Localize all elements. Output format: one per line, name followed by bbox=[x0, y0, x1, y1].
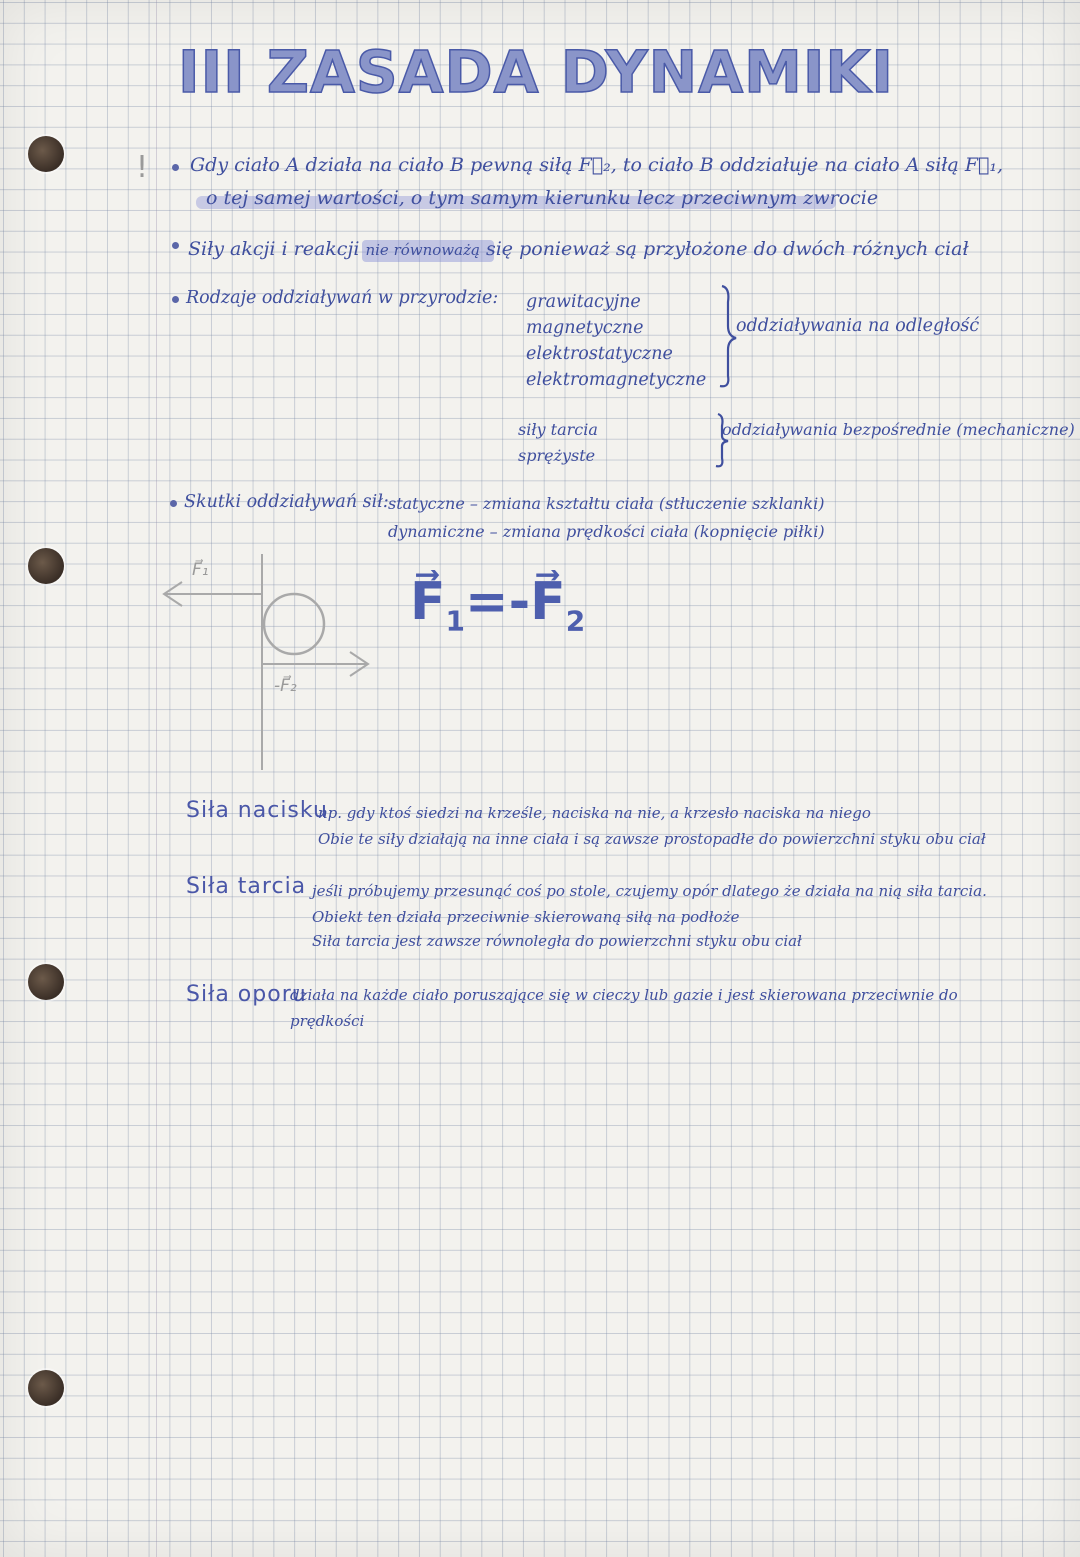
term-heading: Siła oporu bbox=[186, 982, 307, 1007]
force-diagram bbox=[150, 548, 390, 778]
diagram-label-f2: -F⃗₂ bbox=[274, 676, 297, 696]
interaction-item: magnetyczne bbox=[526, 318, 644, 338]
action-reaction-highlight: nie równoważą bbox=[365, 241, 480, 259]
formula-sub-1: 1 bbox=[445, 604, 466, 638]
formula-f1: F⃗ bbox=[410, 572, 446, 632]
effect-static: statyczne – zmiana kształtu ciała (stłuczenie szklanki) bbox=[388, 494, 825, 513]
interaction-item: elektrostatyczne bbox=[526, 344, 673, 364]
formula-equals: =- bbox=[465, 572, 531, 632]
punch-hole bbox=[28, 548, 64, 584]
contact-label: oddziaływania bezpośrednie (mechaniczne) bbox=[722, 420, 1075, 439]
formula-sub-2: 2 bbox=[565, 604, 586, 638]
punch-hole bbox=[28, 136, 64, 172]
action-reaction-after: się ponieważ są przyłożone do dwóch różnych ciał bbox=[485, 238, 969, 260]
statement-line-2: o tej samej wartości, o tym samym kierunku lecz przeciwnym zwrocie bbox=[206, 187, 879, 209]
margin-line bbox=[156, 0, 157, 1557]
bullet bbox=[172, 242, 179, 249]
brace-icon bbox=[700, 282, 740, 392]
interactions-label: Rodzaje oddziaływań w przyrodzie: bbox=[186, 288, 499, 308]
term-line: Siła tarcia jest zawsze równoległa do powierzchni styku obu ciał bbox=[312, 932, 802, 950]
bullet bbox=[172, 296, 179, 303]
statement-line-1: Gdy ciało A działa na ciało B pewną siłą F⃗₂, to ciało B oddziałuje na ciało A siłą F⃗₁, bbox=[190, 154, 1004, 176]
interaction-item: grawitacyjne bbox=[526, 292, 641, 312]
action-reaction-before: Siły akcji i reakcji bbox=[188, 238, 360, 260]
effects-label: Skutki oddziaływań sił: bbox=[184, 492, 389, 512]
brace-icon bbox=[700, 410, 730, 470]
punch-hole bbox=[28, 964, 64, 1000]
effect-dynamic: dynamiczne – zmiana prędkości ciała (kopnięcie piłki) bbox=[388, 522, 825, 541]
interaction-item: siły tarcia bbox=[518, 420, 598, 439]
interaction-item: elektromagnetyczne bbox=[526, 370, 707, 390]
action-reaction-text bbox=[188, 238, 969, 260]
margin-mark: ! bbox=[136, 150, 149, 185]
punch-hole bbox=[28, 1370, 64, 1406]
term-line: np. gdy ktoś siedzi na krześle, naciska na nie, a krzesło naciska na niego bbox=[318, 804, 871, 822]
bullet bbox=[170, 500, 177, 507]
interaction-item: sprężyste bbox=[518, 446, 596, 465]
bullet bbox=[172, 164, 179, 171]
term-heading: Siła nacisku bbox=[186, 798, 328, 823]
page-title: III ZASADA DYNAMIKI bbox=[178, 38, 894, 106]
term-line: Obie te siły działają na inne ciała i są zawsze prostopadłe do powierzchni styku obu ciał bbox=[318, 830, 986, 848]
diagram-label-f1: F⃗₁ bbox=[192, 560, 209, 580]
term-line: jeśli próbujemy przesunąć coś po stole, czujemy opór dlatego że działa na nią siła tarcia. bbox=[312, 882, 987, 900]
term-line: prędkości bbox=[290, 1012, 365, 1030]
distance-label: oddziaływania na odległość bbox=[736, 316, 980, 336]
formula bbox=[410, 572, 585, 637]
term-line: Obiekt ten działa przeciwnie skierowaną siłą na podłoże bbox=[312, 908, 740, 926]
formula-f2: F⃗ bbox=[530, 572, 566, 632]
term-line: działa na każde ciało poruszające się w cieczy lub gazie i jest skierowana przeciwnie do bbox=[290, 986, 958, 1004]
term-heading: Siła tarcia bbox=[186, 874, 307, 899]
